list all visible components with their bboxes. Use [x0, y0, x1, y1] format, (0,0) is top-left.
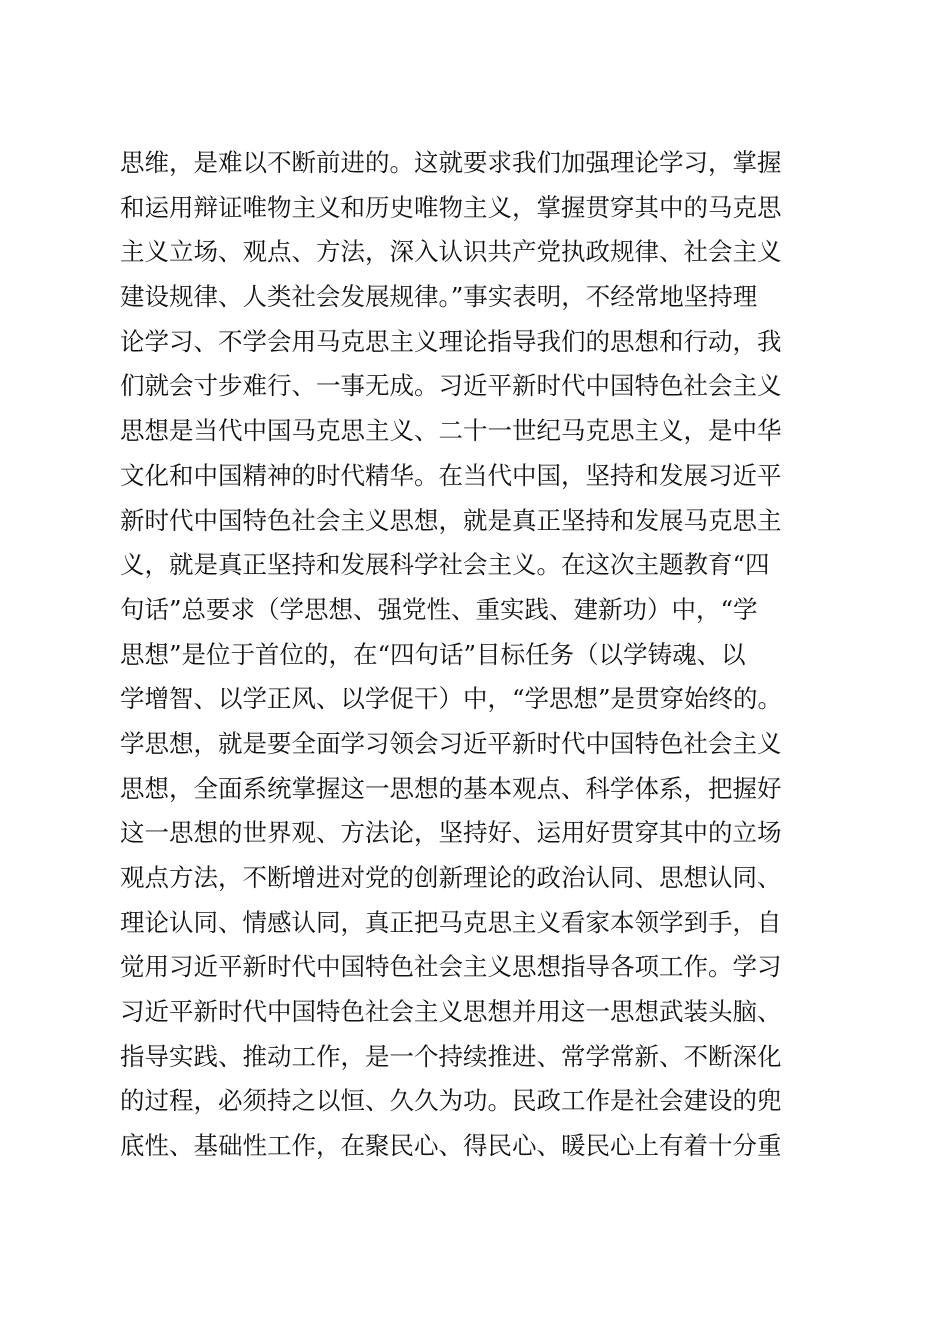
- text-line: 底性、基础性工作，在聚民心、得民心、暖民心上有着十分重: [120, 1131, 782, 1161]
- text-line: 论学习、不学会用马克思主义理论指导我们的思想和行动，我: [120, 326, 782, 356]
- text-line: 学思想，就是要全面学习领会习近平新时代中国特色社会主义: [120, 728, 782, 758]
- text-line: 句话”总要求（学思想、强党性、重实践、建新功）中，“学: [120, 594, 758, 624]
- text-line: 理论认同、情感认同，真正把马克思主义看家本领学到手，自: [120, 907, 782, 937]
- text-line: 指导实践、推动工作，是一个持续推进、常学常新、不断深化: [120, 1041, 782, 1071]
- text-line: 和运用辩证唯物主义和历史唯物主义，掌握贯穿其中的马克思: [120, 192, 782, 222]
- text-line: 思想”是位于首位的，在“四句话”目标任务（以学铸魂、以: [120, 639, 746, 669]
- text-line: 观点方法，不断增进对党的创新理论的政治认同、思想认同、: [120, 863, 782, 892]
- text-line: 习近平新时代中国特色社会主义思想并用这一思想武装头脑、: [120, 997, 782, 1027]
- text-line: 学增智、以学正风、以学促干）中，“学思想”是贯穿始终的。: [120, 684, 783, 714]
- text-line: 文化和中国精神的时代精华。在当代中国，坚持和发展习近平: [120, 460, 782, 490]
- text-line: 思维，是难以不断前进的。这就要求我们加强理论学习，掌握: [120, 148, 782, 177]
- text-line: 这一思想的世界观、方法论，坚持好、运用好贯穿其中的立场: [120, 818, 782, 848]
- text-line: 思想，全面系统掌握这一思想的基本观点、科学体系，把握好: [120, 773, 782, 803]
- text-line: 主义立场、观点、方法，深入认识共产党执政规律、社会主义: [120, 237, 782, 267]
- text-line: 新时代中国特色社会主义思想，就是真正坚持和发展马克思主: [120, 505, 782, 535]
- body-text: [120, 141, 840, 1169]
- text-line: 义，就是真正坚持和发展科学社会主义。在这次主题教育“四: [120, 550, 770, 580]
- text-line: 的过程，必须持之以恒、久久为功。民政工作是社会建设的兜: [120, 1086, 782, 1116]
- text-line: 们就会寸步难行、一事无成。习近平新时代中国特色社会主义: [120, 371, 782, 401]
- text-line: 建设规律、人类社会发展规律。”事实表明，不经常地坚持理: [120, 282, 758, 312]
- text-line: 觉用习近平新时代中国特色社会主义思想指导各项工作。学习: [120, 952, 782, 982]
- text-line: 思想是当代中国马克思主义、二十一世纪马克思主义，是中华: [120, 416, 782, 446]
